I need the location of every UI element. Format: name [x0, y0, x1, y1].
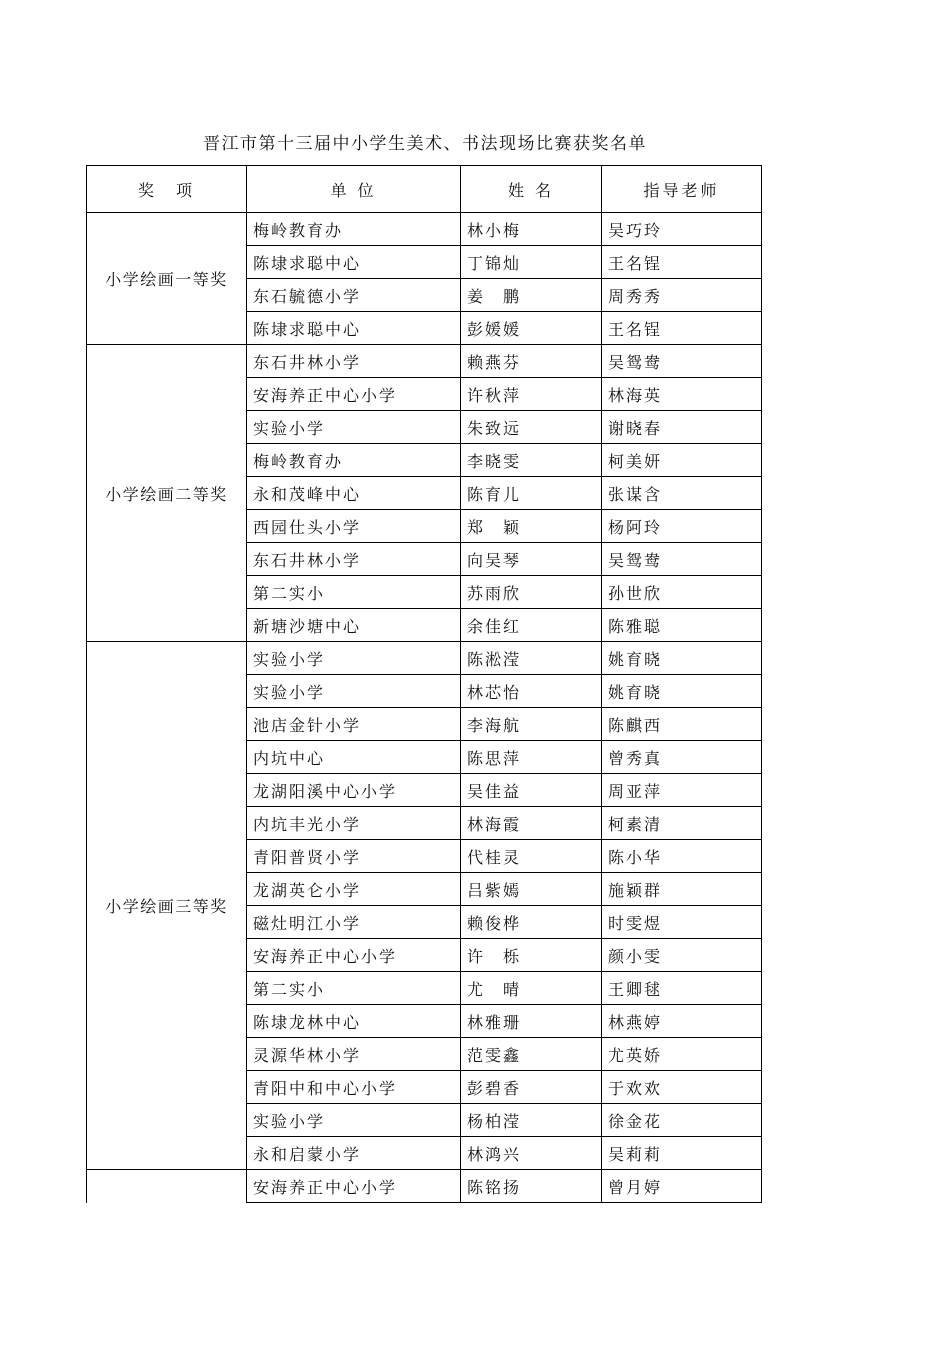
teacher-cell: 张谋含	[602, 477, 762, 510]
student-name-cell: 余佳红	[461, 609, 602, 642]
student-name-cell: 姜 鹏	[461, 279, 602, 312]
school-unit-cell: 东石毓德小学	[247, 279, 461, 312]
school-unit-cell: 永和启蒙小学	[247, 1137, 461, 1170]
school-unit-cell: 内坑中心	[247, 741, 461, 774]
school-unit-cell: 新塘沙塘中心	[247, 609, 461, 642]
student-name-cell: 林海霞	[461, 807, 602, 840]
school-unit-cell: 东石井林小学	[247, 543, 461, 576]
student-name-cell: 丁锦灿	[461, 246, 602, 279]
student-name-cell: 向吴琴	[461, 543, 602, 576]
student-name-cell: 范雯鑫	[461, 1038, 602, 1071]
teacher-cell: 陈雅聪	[602, 609, 762, 642]
school-unit-cell: 陈埭求聪中心	[247, 312, 461, 345]
teacher-cell: 颜小雯	[602, 939, 762, 972]
school-unit-cell: 梅岭教育办	[247, 444, 461, 477]
award-level-cell: 小学绘画三等奖	[87, 642, 247, 1170]
school-unit-cell: 实验小学	[247, 675, 461, 708]
student-name-cell: 陈育儿	[461, 477, 602, 510]
student-name-cell: 代桂灵	[461, 840, 602, 873]
teacher-cell: 尤英娇	[602, 1038, 762, 1071]
teacher-cell: 吴巧玲	[602, 213, 762, 246]
school-unit-cell: 实验小学	[247, 642, 461, 675]
student-name-cell: 彭碧香	[461, 1071, 602, 1104]
school-unit-cell: 磁灶明江小学	[247, 906, 461, 939]
school-unit-cell: 第二实小	[247, 576, 461, 609]
teacher-cell: 孙世欣	[602, 576, 762, 609]
school-unit-cell: 池店金针小学	[247, 708, 461, 741]
teacher-cell: 周亚萍	[602, 774, 762, 807]
student-name-cell: 陈铭扬	[461, 1170, 602, 1203]
school-unit-cell: 内坑丰光小学	[247, 807, 461, 840]
student-name-cell: 杨柏滢	[461, 1104, 602, 1137]
student-name-cell: 李晓雯	[461, 444, 602, 477]
award-level-cell: 小学绘画二等奖	[87, 345, 247, 642]
student-name-cell: 吕紫嫣	[461, 873, 602, 906]
table-row	[87, 1170, 762, 1203]
school-unit-cell: 东石井林小学	[247, 345, 461, 378]
student-name-cell: 林雅珊	[461, 1005, 602, 1038]
award-level-cell	[87, 1170, 247, 1203]
student-name-cell: 许秋萍	[461, 378, 602, 411]
table-header-row	[87, 166, 762, 213]
school-unit-cell: 实验小学	[247, 411, 461, 444]
teacher-cell: 王名锃	[602, 246, 762, 279]
teacher-cell: 时雯煜	[602, 906, 762, 939]
table-row	[87, 345, 762, 378]
school-unit-cell: 龙湖英仑小学	[247, 873, 461, 906]
school-unit-cell: 西园仕头小学	[247, 510, 461, 543]
teacher-cell: 周秀秀	[602, 279, 762, 312]
teacher-cell: 王卿毬	[602, 972, 762, 1005]
student-name-cell: 陈思萍	[461, 741, 602, 774]
teacher-cell: 王名锃	[602, 312, 762, 345]
teacher-cell: 林燕婷	[602, 1005, 762, 1038]
student-name-cell: 林芯怡	[461, 675, 602, 708]
student-name-cell: 吴佳益	[461, 774, 602, 807]
awards-table-body	[87, 166, 762, 1203]
student-name-cell: 林小梅	[461, 213, 602, 246]
teacher-cell: 林海英	[602, 378, 762, 411]
table-row	[87, 642, 762, 675]
teacher-cell: 杨阿玲	[602, 510, 762, 543]
teacher-cell: 姚育晓	[602, 675, 762, 708]
teacher-cell: 曾秀真	[602, 741, 762, 774]
teacher-cell: 柯美妍	[602, 444, 762, 477]
school-unit-cell: 灵源华林小学	[247, 1038, 461, 1071]
teacher-cell: 陈麒西	[602, 708, 762, 741]
award-level-cell: 小学绘画一等奖	[87, 213, 247, 345]
student-name-cell: 赖燕芬	[461, 345, 602, 378]
teacher-cell: 曾月婷	[602, 1170, 762, 1203]
student-name-cell: 郑 颖	[461, 510, 602, 543]
header-name: 姓 名	[461, 166, 602, 213]
school-unit-cell: 梅岭教育办	[247, 213, 461, 246]
teacher-cell: 吴鸳鸯	[602, 543, 762, 576]
teacher-cell: 于欢欢	[602, 1071, 762, 1104]
header-unit: 单 位	[247, 166, 461, 213]
table-row	[87, 213, 762, 246]
teacher-cell: 谢晓春	[602, 411, 762, 444]
teacher-cell: 姚育晓	[602, 642, 762, 675]
teacher-cell: 徐金花	[602, 1104, 762, 1137]
school-unit-cell: 安海养正中心小学	[247, 378, 461, 411]
school-unit-cell: 龙湖阳溪中心小学	[247, 774, 461, 807]
teacher-cell: 柯素清	[602, 807, 762, 840]
document-title: 晋江市第十三届中小学生美术、书法现场比赛获奖名单	[203, 134, 647, 154]
school-unit-cell: 陈埭求聪中心	[247, 246, 461, 279]
student-name-cell: 彭媛媛	[461, 312, 602, 345]
school-unit-cell: 青阳普贤小学	[247, 840, 461, 873]
school-unit-cell: 实验小学	[247, 1104, 461, 1137]
school-unit-cell: 第二实小	[247, 972, 461, 1005]
school-unit-cell: 陈埭龙林中心	[247, 1005, 461, 1038]
student-name-cell: 李海航	[461, 708, 602, 741]
student-name-cell: 赖俊桦	[461, 906, 602, 939]
teacher-cell: 陈小华	[602, 840, 762, 873]
school-unit-cell: 安海养正中心小学	[247, 1170, 461, 1203]
student-name-cell: 许 栎	[461, 939, 602, 972]
teacher-cell: 施颖群	[602, 873, 762, 906]
school-unit-cell: 青阳中和中心小学	[247, 1071, 461, 1104]
student-name-cell: 尤 晴	[461, 972, 602, 1005]
student-name-cell: 苏雨欣	[461, 576, 602, 609]
header-teacher: 指导老师	[602, 166, 762, 213]
header-award: 奖 项	[87, 166, 247, 213]
school-unit-cell: 安海养正中心小学	[247, 939, 461, 972]
teacher-cell: 吴莉莉	[602, 1137, 762, 1170]
student-name-cell: 朱致远	[461, 411, 602, 444]
school-unit-cell: 永和茂峰中心	[247, 477, 461, 510]
student-name-cell: 陈淞滢	[461, 642, 602, 675]
student-name-cell: 林鸿兴	[461, 1137, 602, 1170]
awards-table	[86, 165, 762, 1203]
teacher-cell: 吴鸳鸯	[602, 345, 762, 378]
